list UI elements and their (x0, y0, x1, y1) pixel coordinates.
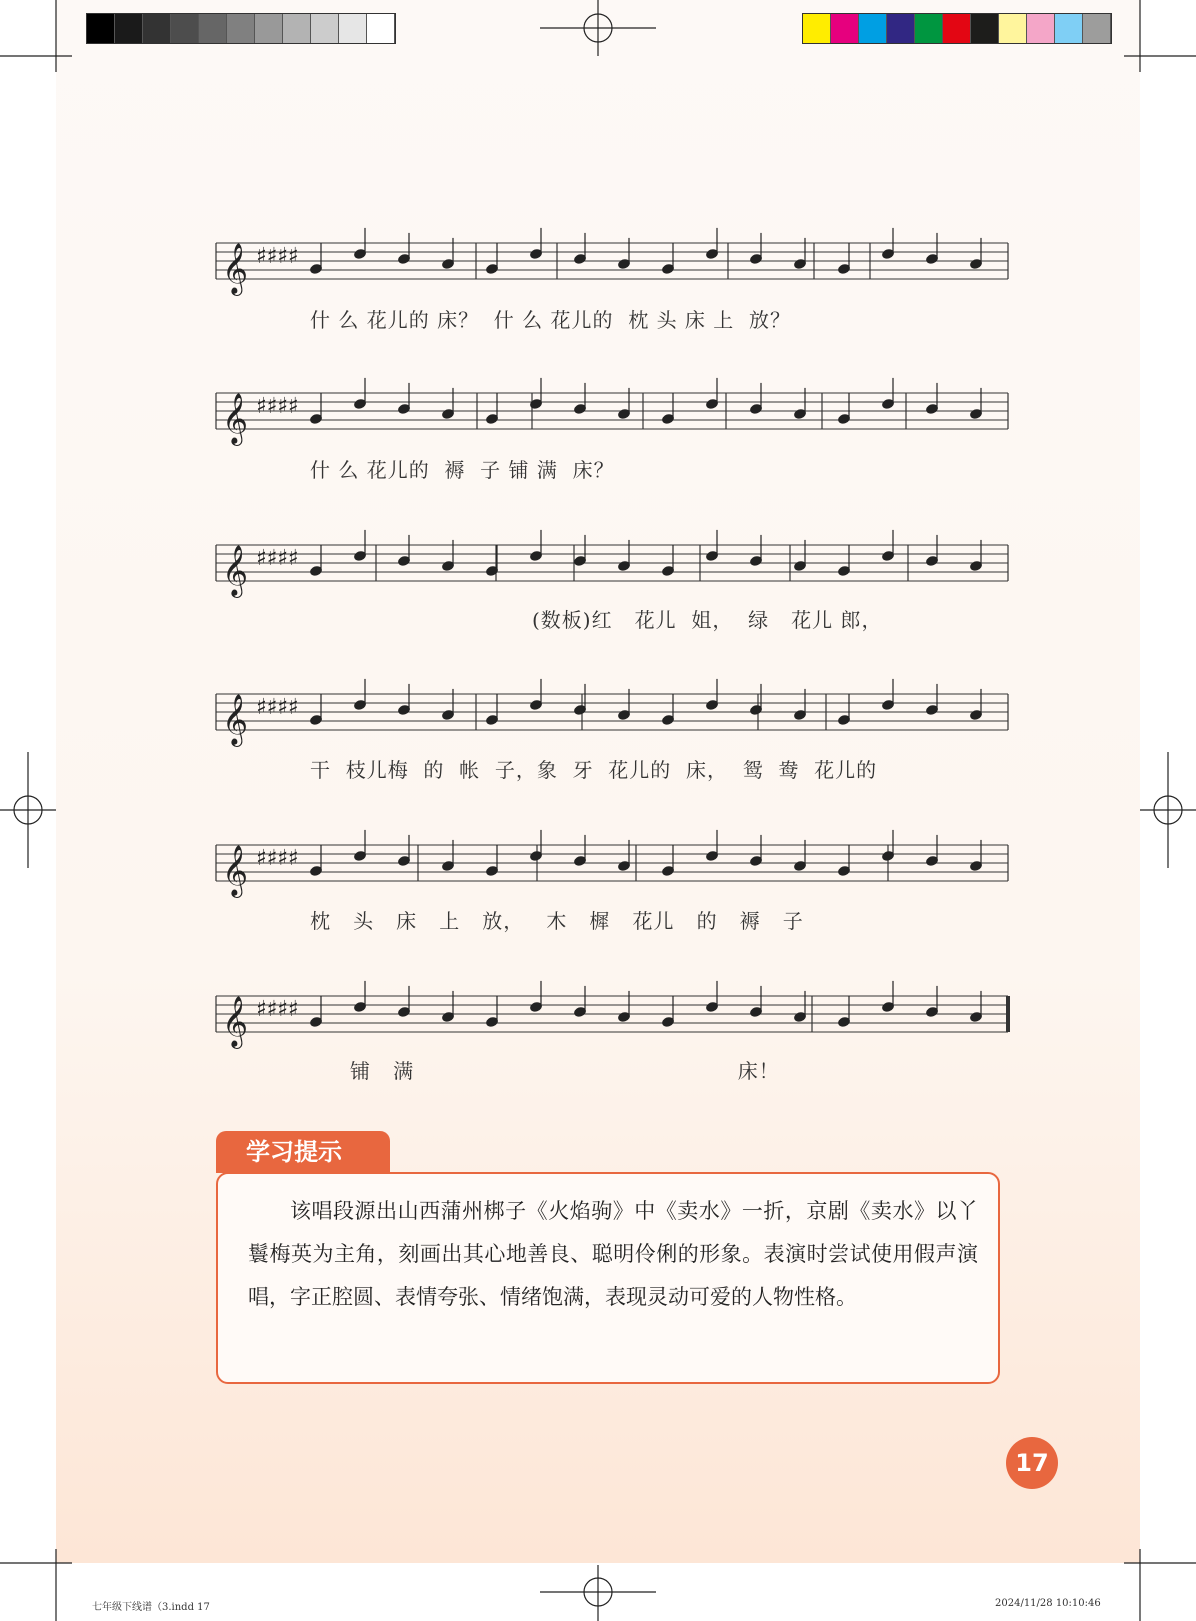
key-signature-icon: ♯♯♯♯ (256, 394, 299, 419)
treble-clef-icon: 𝄞 (222, 694, 249, 745)
lyric-line-1: 什 么 花儿的 床？ 什 么 花儿的 枕 头 床 上 放？ (310, 308, 792, 332)
treble-clef-icon: 𝄞 (222, 545, 249, 596)
treble-clef-icon: 𝄞 (222, 845, 249, 896)
key-signature-icon: ♯♯♯♯ (256, 695, 299, 720)
lyric-line-3: (数板)红 花儿 姐， 绿 花儿 郎， (532, 608, 883, 632)
tip-title: 学习提示 (216, 1131, 390, 1173)
footer-file-name: 七年级下线谱（3.indd 17 (92, 1602, 210, 1613)
treble-clef-icon: 𝄞 (222, 996, 249, 1047)
lyric-line-4: 干 枝儿梅 的 帐 子，象 牙 花儿的 床， 鸳 鸯 花儿的 (310, 758, 878, 782)
key-signature-icon: ♯♯♯♯ (256, 846, 299, 871)
key-signature-icon: ♯♯♯♯ (256, 244, 299, 269)
footer-timestamp: 2024/11/28 10:10:46 (995, 1598, 1101, 1609)
lyric-line-2: 什 么 花儿的 褥 子 铺 满 床？ (310, 458, 615, 482)
page-number: 17 (1006, 1437, 1058, 1489)
key-signature-icon: ♯♯♯♯ (256, 997, 299, 1022)
lyric-line-5: 枕 头 床 上 放， 木 樨 花儿 的 褥 子 (310, 909, 804, 933)
treble-clef-icon: 𝄞 (222, 393, 249, 444)
tip-text: 该唱段源出山西蒲州梆子《火焰驹》中《卖水》一折，京剧《卖水》以丫鬟梅英为主角，刻画出其心地善良、聪明伶俐的形象。表演时尝试使用假声演唱，字正腔圆、表情夸张、情绪饱满，表现灵动可爱的人物性格。 (248, 1199, 978, 1309)
key-signature-icon: ♯♯♯♯ (256, 546, 299, 571)
lyric-line-6: 铺 满 床！ (350, 1059, 780, 1083)
treble-clef-icon: 𝄞 (222, 243, 249, 294)
